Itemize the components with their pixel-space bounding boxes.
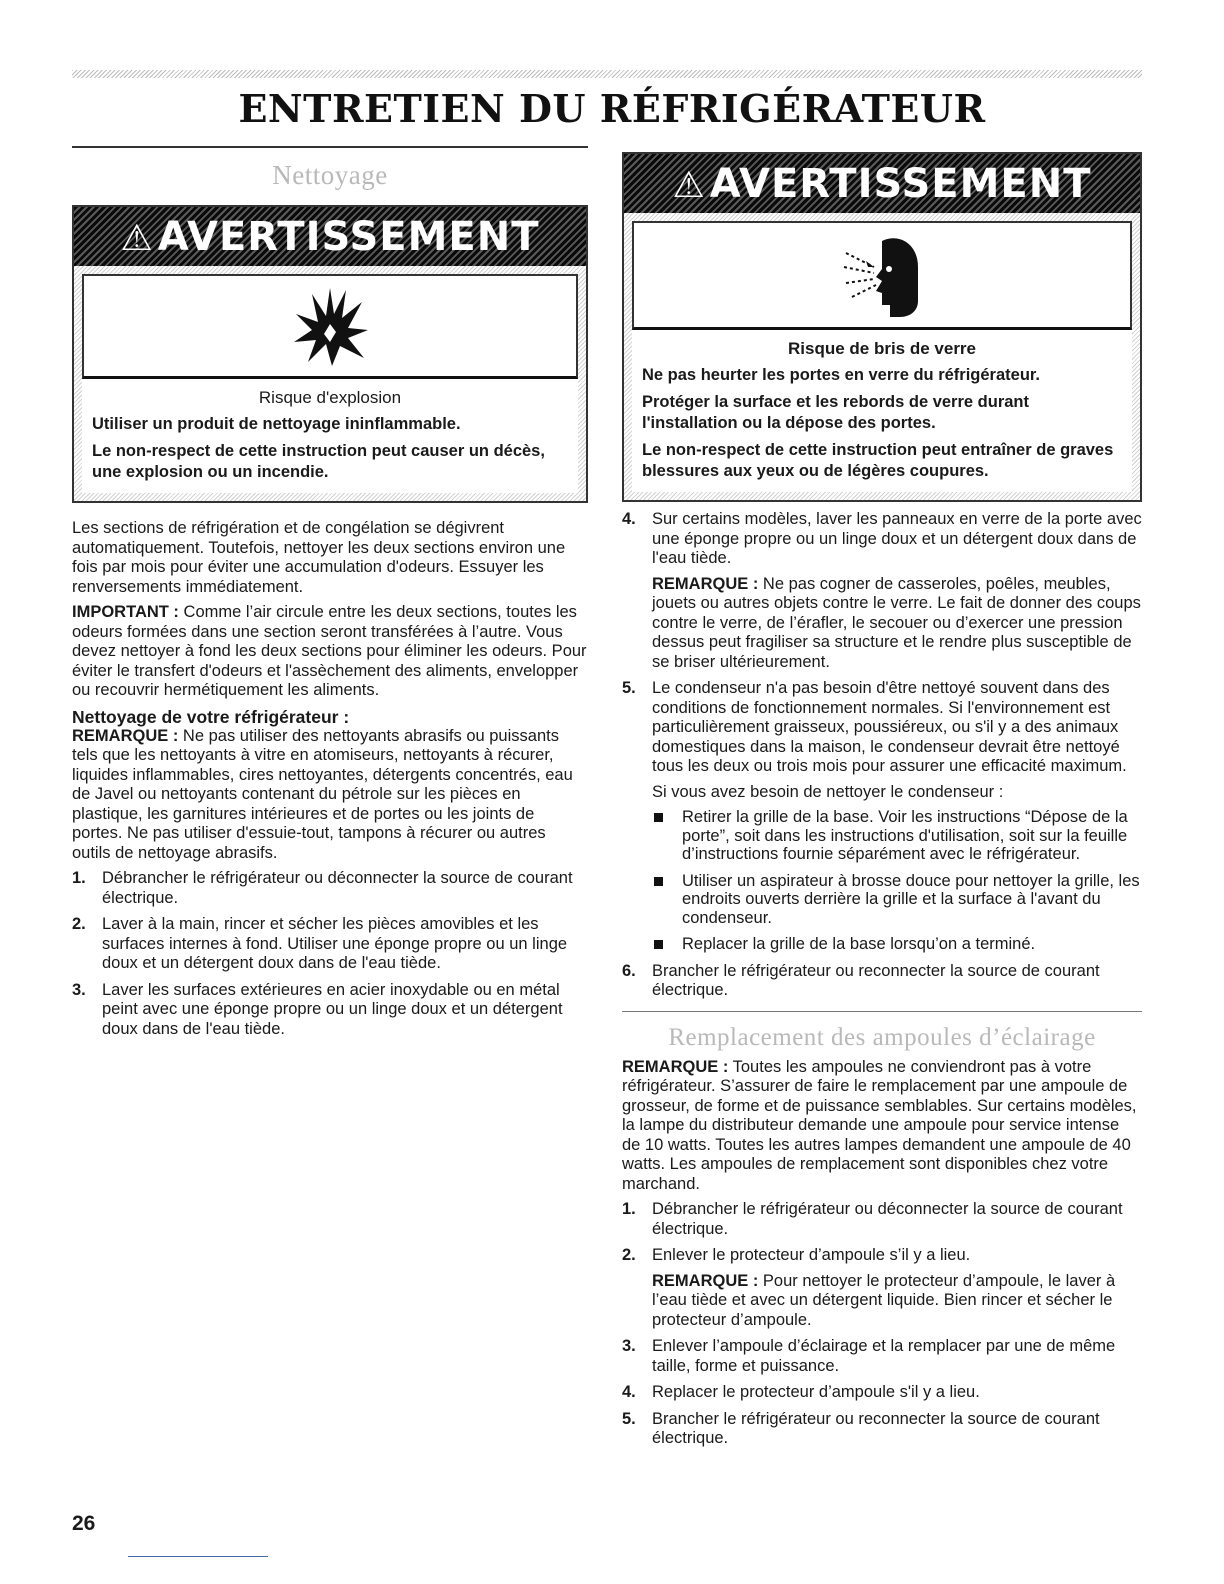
glass-warning-box xyxy=(622,152,1142,502)
warning-line-2: Le non-respect de cette instruction peut causer un décès, une explosion ou un incendie. xyxy=(92,442,545,481)
step-number: 5. xyxy=(622,1409,636,1428)
list-item xyxy=(72,981,588,1040)
cleaning-subheading: Nettoyage de votre réfrigérateur : xyxy=(72,706,350,727)
list-item xyxy=(622,1337,1142,1376)
warning-banner-text: AVERTISSEMENT xyxy=(709,161,1092,207)
remarque-label: REMARQUE : xyxy=(72,726,179,745)
step-text: Enlever le protecteur d’ampoule s’il y a lieu. xyxy=(652,1246,971,1264)
note-text: Toutes les ampoules ne conviendront pas à votre réfrigérateur. S’assurer de faire le remplacement par une ampoule de grosseur, de forme et de puissance semblables. Sur certains modèles, la lampe du distributeur demande une ampoule pour service intense de 10 watts. Toutes les autres lampes demandent une ampoule de 40 watts. Les ampoules de remplacement sont disponibles chez votre marchand. xyxy=(622,1057,1137,1193)
cleaning-steps xyxy=(72,869,588,1039)
section-title-bulbs: Remplacement des ampoules d’éclairage xyxy=(668,1023,1096,1051)
top-decorative-rule xyxy=(72,70,1142,78)
left-column xyxy=(72,146,588,1046)
step-text: Sur certains modèles, laver les panneaux en verre de la porte avec une éponge propre ou un linge doux et un détergent doux dans de l'eau tiède. xyxy=(652,510,1142,567)
warning-line-2: Protéger la surface et les rebords de verre durant l'installation ou la dépose des portes. xyxy=(642,393,1029,432)
step-text: Enlever l’ampoule d’éclairage et la remplacer par une de même taille, forme et puissance. xyxy=(652,1337,1116,1375)
eye-injury-head-icon xyxy=(832,231,932,319)
bullet-text: Utiliser un aspirateur à brosse douce pour nettoyer la grille, les endroits ouverts derrière la grille et la surface à l'avant du condenseur. xyxy=(682,871,1140,927)
warning-text xyxy=(632,330,1132,492)
important-paragraph xyxy=(72,603,588,701)
warning-banner-text: AVERTISSEMENT xyxy=(157,214,540,260)
list-item xyxy=(622,1383,1142,1403)
warning-line-1: Utiliser un produit de nettoyage ininflammable. xyxy=(92,415,461,433)
warning-banner xyxy=(624,154,1140,213)
list-item xyxy=(652,872,1142,928)
warning-pictogram xyxy=(82,274,578,379)
step-number: 1. xyxy=(622,1200,636,1218)
list-item xyxy=(622,510,1142,672)
warning-triangle-icon: ⚠ xyxy=(120,218,154,259)
warning-banner xyxy=(74,207,586,266)
right-column xyxy=(622,146,1142,1456)
list-item xyxy=(622,679,1142,954)
step-note xyxy=(652,1272,1142,1331)
step-text: Débrancher le réfrigérateur ou déconnecter la source de courant électrique. xyxy=(102,869,573,907)
step-text: Brancher le réfrigérateur ou reconnecter la source de courant électrique. xyxy=(652,1409,1100,1447)
condenser-bullets xyxy=(652,808,1142,954)
step-number: 3. xyxy=(622,1337,636,1355)
step-number: 4. xyxy=(622,1383,636,1401)
list-item xyxy=(72,869,588,908)
section-rule xyxy=(622,1011,1142,1012)
bullet-square-icon xyxy=(654,877,663,886)
warning-risk-title: Risque de bris de verre xyxy=(787,339,977,358)
step-text: Replacer le protecteur d’ampoule s'il y a lieu. xyxy=(652,1383,980,1401)
list-item xyxy=(652,808,1142,864)
warning-line-3: Le non-respect de cette instruction peut entraîner de graves blessures aux yeux ou de légères coupures. xyxy=(642,441,1114,480)
important-text: Comme l’air circule entre les deux sections, toutes les odeurs formées dans une section seront transférées à l’autre. Vous devez nettoyer à fond les deux sections pour éliminer les odeurs. Pour éviter le transfert d'odeurs et l'assèchement des aliments, envelopper ou recouvrir hermétiquement les aliments. xyxy=(72,603,587,699)
step-lead: Si vous avez besoin de nettoyer le condenseur : xyxy=(652,782,1004,801)
note-text: Pour nettoyer le protecteur d’ampoule, le laver à l’eau tiède et avec un détergent liquide. Bien rincer et sécher le protecteur d’ampoule. xyxy=(652,1271,1116,1329)
list-item xyxy=(622,1200,1142,1239)
note-text: Ne pas cogner de casseroles, poêles, meubles, jouets ou autres objets contre le verre. Le fait de donner des coups contre le verre, de l’érafler, le secouer ou d’exercer une pression dessus peut fragiliser sa structure et le rendre plus susceptible de se briser ultérieurement. xyxy=(652,574,1141,671)
step-text: Débrancher le réfrigérateur ou déconnecter la source de courant électrique. xyxy=(652,1200,1123,1238)
step-number: 2. xyxy=(72,915,86,933)
warning-pictogram xyxy=(632,221,1132,330)
footer-rule xyxy=(128,1556,268,1557)
cleaning-steps-continued xyxy=(622,510,1142,1001)
step-number: 2. xyxy=(622,1246,636,1264)
step-number: 1. xyxy=(72,869,86,887)
explosion-warning-box xyxy=(72,205,588,503)
intro-paragraph: Les sections de réfrigération et de congélation se dégivrent automatiquement. Toutefois, nettoyer les deux sections environ une fois par mois pour éviter une accumulation d'odeurs. Essuyer les renversements immédiatement. xyxy=(72,519,566,596)
list-item xyxy=(72,915,588,974)
note-label: REMARQUE : xyxy=(622,1057,729,1076)
step-note xyxy=(652,575,1142,673)
step-text: Le condenseur n'a pas besoin d'être nettoyé souvent dans des conditions de fonctionnement normales. Si l'environnement est particulièrement graisseux, poussiéreux, ou s'il y a des animaux domestiques dans la maison, le condenseur devrait être nettoyé tous les deux ou trois mois pour assurer une efficacité maximum. xyxy=(652,679,1127,775)
step-text: Laver les surfaces extérieures en acier inoxydable ou en métal peint avec une éponge propre ou un linge doux et un détergent doux dans de l'eau tiède. xyxy=(102,980,563,1038)
note-label: REMARQUE : xyxy=(652,1271,759,1290)
page-number: 26 xyxy=(72,1512,96,1535)
step-number: 4. xyxy=(622,510,636,528)
bullet-text: Retirer la grille de la base. Voir les instructions “Dépose de la porte”, soit dans les instructions d'utilisation, soit sur la feuille d’instructions fournie séparément avec le réfrigérateur. xyxy=(682,808,1128,863)
warning-line-1: Ne pas heurter les portes en verre du réfrigérateur. xyxy=(642,366,1040,384)
step-text: Brancher le réfrigérateur ou reconnecter la source de courant électrique. xyxy=(652,961,1100,999)
section-rule xyxy=(72,146,588,148)
bulb-steps xyxy=(622,1200,1142,1449)
list-item xyxy=(622,1246,1142,1330)
bulb-note-paragraph xyxy=(622,1058,1142,1195)
bullet-square-icon xyxy=(654,813,663,822)
list-item xyxy=(622,962,1142,1001)
list-item xyxy=(652,935,1142,954)
warning-text xyxy=(82,379,578,493)
bullet-text: Replacer la grille de la base lorsqu’on a terminé. xyxy=(682,935,1036,953)
list-item xyxy=(622,1410,1142,1449)
warning-risk-title: Risque d'explosion xyxy=(258,388,402,407)
remarque-paragraph xyxy=(72,727,588,864)
step-number: 3. xyxy=(72,980,86,999)
important-label: IMPORTANT : xyxy=(72,603,179,621)
page-title: ENTRETIEN DU RÉFRIGÉRATEUR xyxy=(238,86,986,131)
note-label: REMARQUE : xyxy=(652,574,759,593)
remarque-text: Ne pas utiliser des nettoyants abrasifs ou puissants tels que les nettoyants à vitre en atomiseurs, nettoyants à récurer, liquides inflammables, cires nettoyantes, détergents concentrés, eau de Javel ou nettoyants contenant du pétrole sur les pièces en plastique, les garnitures intérieures et de portes ou les joints de portes. Ne pas utiliser d'essuie-tout, tampons à récurer ou autres outils de nettoyage abrasifs. xyxy=(72,726,573,862)
step-number: 5. xyxy=(622,679,636,697)
section-title-nettoyage: Nettoyage xyxy=(272,160,388,190)
step-number: 6. xyxy=(622,961,636,980)
bullet-square-icon xyxy=(654,940,663,949)
warning-triangle-icon: ⚠ xyxy=(672,165,706,206)
step-text: Laver à la main, rincer et sécher les pièces amovibles et les surfaces internes à fond. Utiliser une éponge propre ou un linge doux et un détergent doux dans de l'eau tiède. xyxy=(102,915,568,972)
explosion-icon xyxy=(290,284,370,368)
